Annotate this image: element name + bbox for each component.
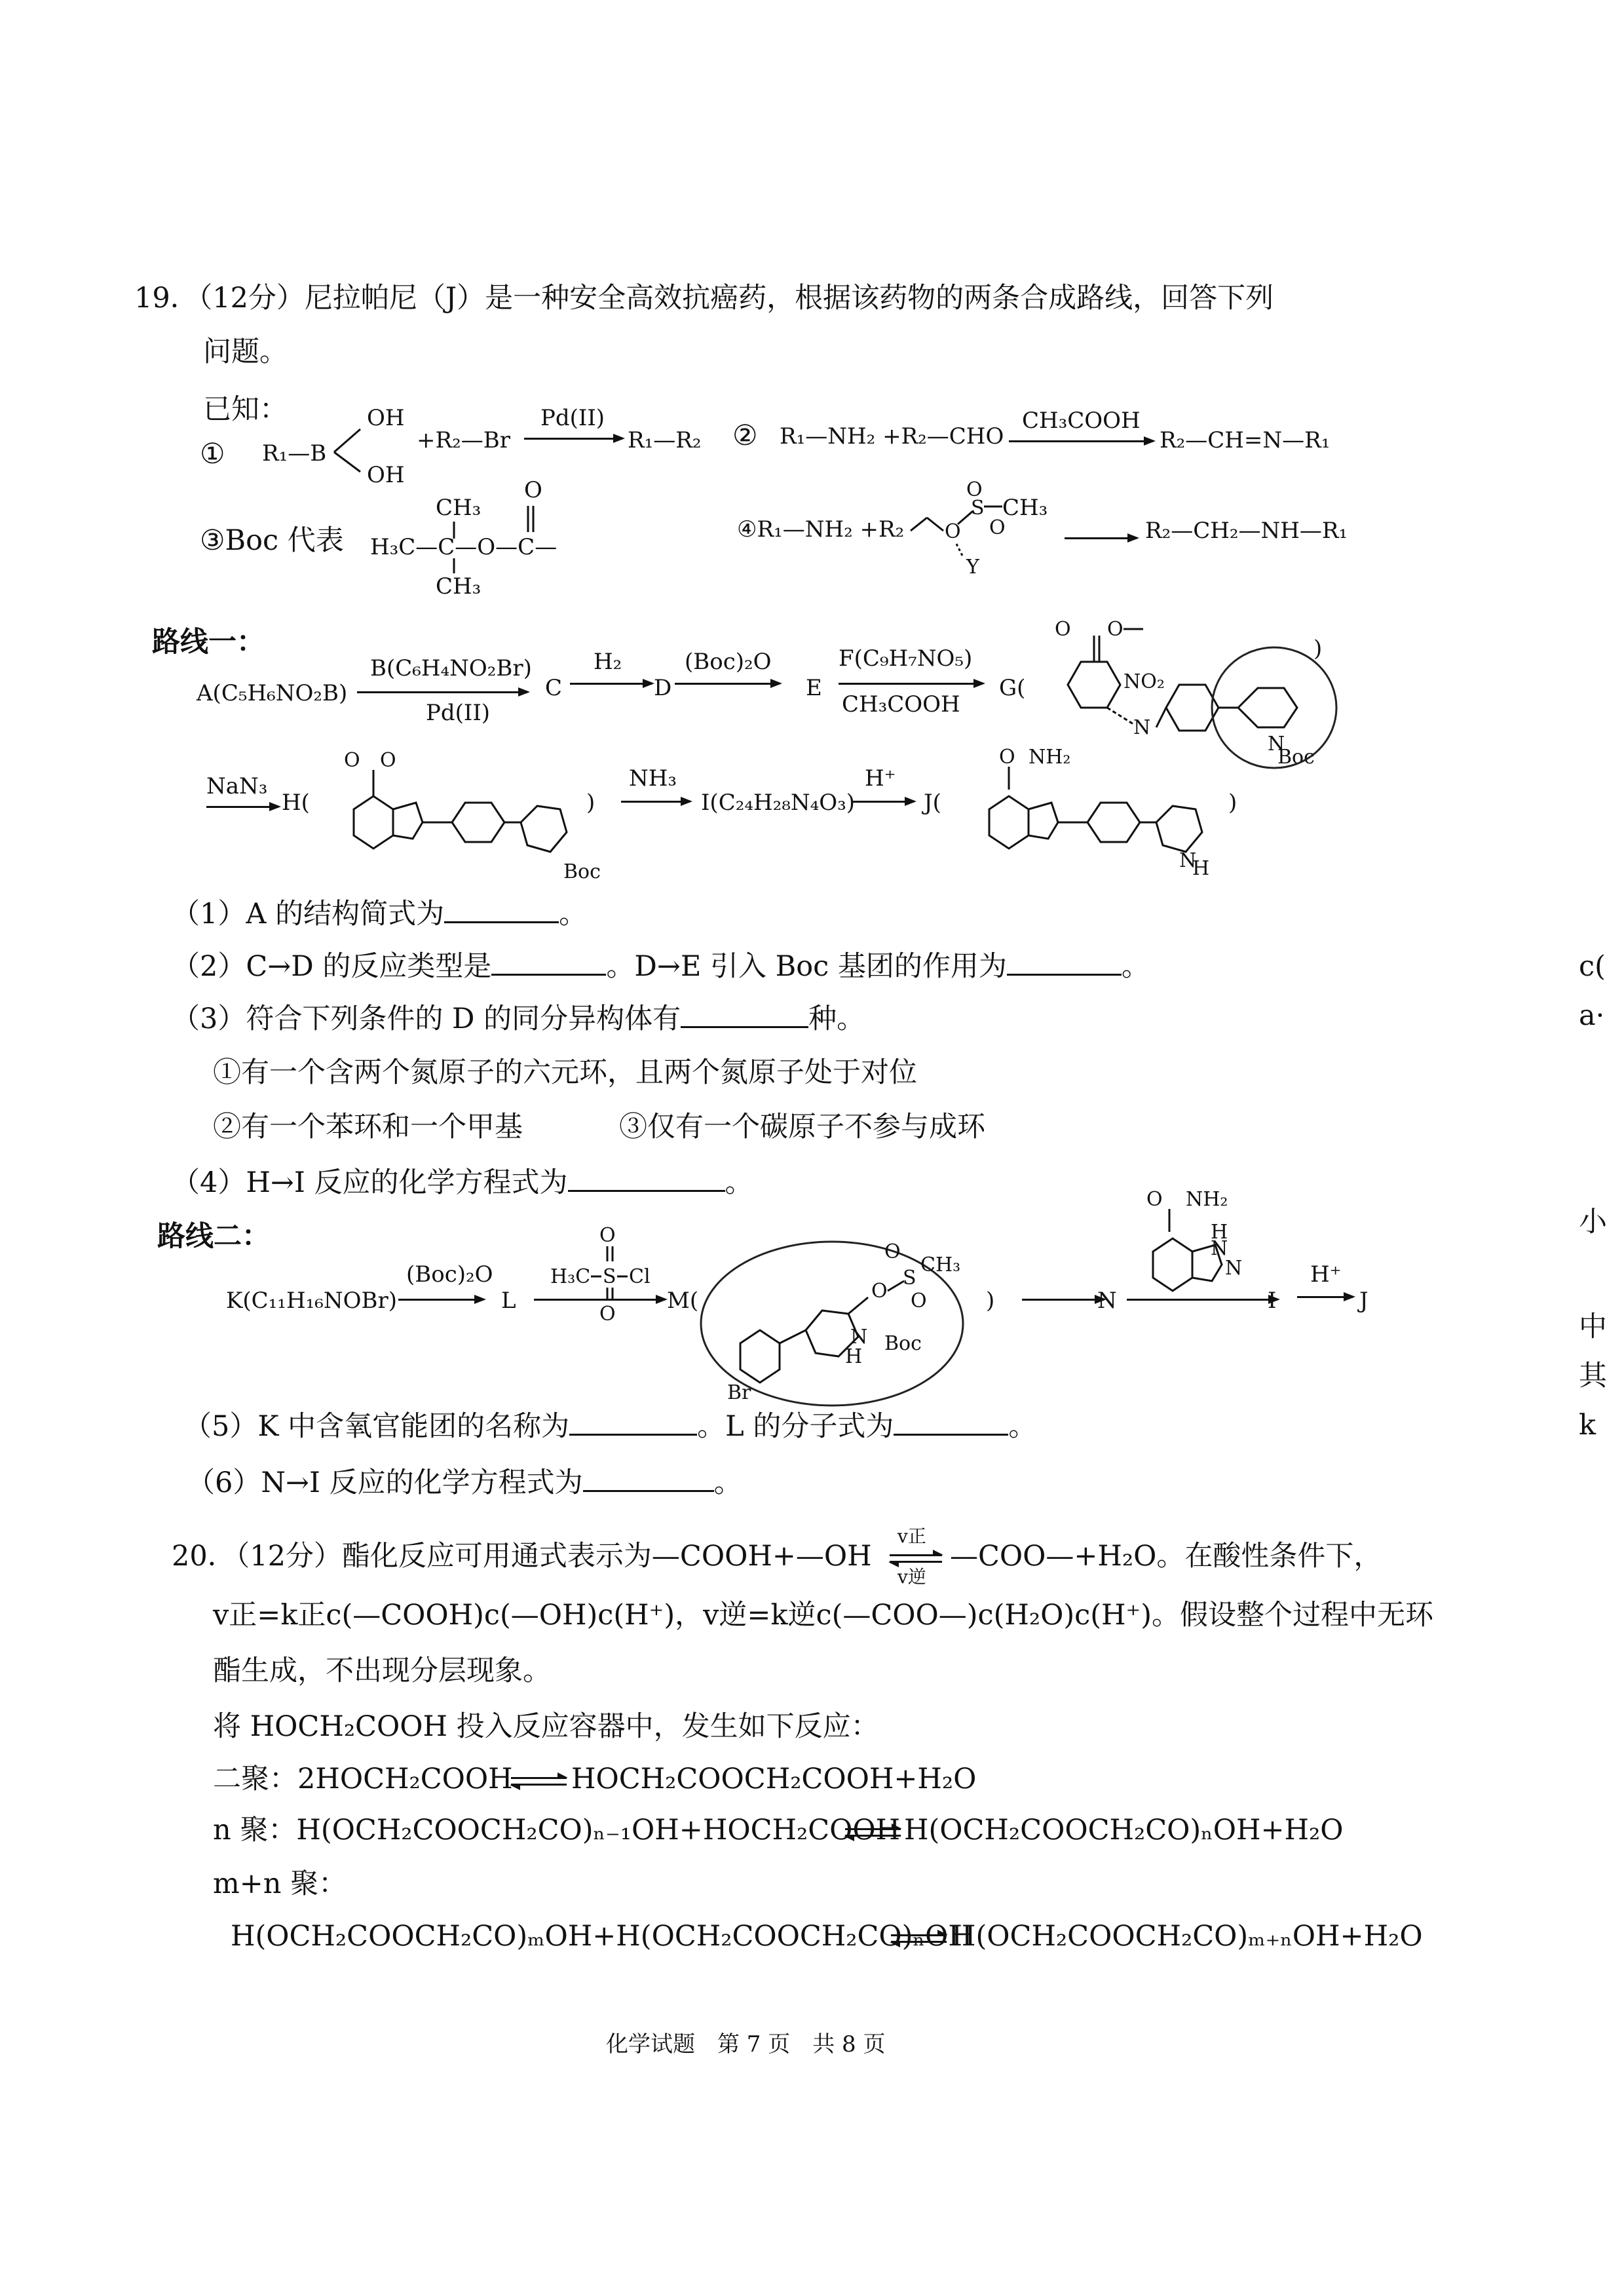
svg-text:N: N [1133, 716, 1151, 739]
q20-vrev: v逆 [897, 1566, 926, 1588]
page-footer: 化学试题 第 7 页 共 8 页 [606, 2031, 886, 2057]
svg-text:N: N [1179, 849, 1197, 872]
indazole-structure [1127, 1186, 1277, 1304]
r4-arrow [1065, 537, 1137, 539]
svg-text:O: O [966, 478, 983, 501]
svg-text:O: O [1107, 618, 1124, 641]
margin-char-6: k [1579, 1409, 1596, 1442]
q19-5-end: 。 [1008, 1410, 1037, 1443]
q19-2 [172, 950, 1150, 984]
r2-left: R₁—NH₂ +R₂—CHO [780, 423, 1004, 450]
route1-h2: H₂ [594, 649, 622, 675]
r2-product: R₂—CH=N—R₁ [1160, 427, 1331, 453]
svg-text:O: O [871, 1280, 888, 1303]
q19-2a-text: （2）C→D 的反应类型是 [172, 950, 492, 983]
svg-text:O: O [380, 749, 396, 772]
m-structure [694, 1232, 970, 1415]
m-close: ) [986, 1288, 995, 1314]
route1-arrow-HI [621, 801, 690, 803]
q19-4-blank[interactable] [568, 1168, 725, 1192]
route1-nan3: NaN₃ [206, 773, 268, 799]
q20-dimer-right: HOCH₂COOCH₂COOH+H₂O [571, 1763, 977, 1795]
q20-mn-right: H(OCH₂COOCH₂CO)ₘ₊ₙOH+H₂O [951, 1920, 1423, 1953]
svg-text:O: O [599, 1224, 616, 1247]
q19-3-end: 种。 [808, 1003, 865, 1035]
route1-arrow-CD [570, 683, 652, 685]
r4-product: R₂—CH₂—NH—R₁ [1145, 518, 1348, 544]
r1-plus: +R₂—Br [417, 427, 510, 453]
svg-text:Boc: Boc [1277, 746, 1315, 769]
route1-arrow-DE [675, 683, 780, 685]
q19-6-end: 。 [713, 1466, 742, 1499]
svg-text:O: O [1146, 1188, 1163, 1211]
svg-text:NO₂: NO₂ [1124, 670, 1165, 693]
svg-text:Boc: Boc [563, 860, 601, 883]
r1-oh-bot: OH [367, 462, 405, 488]
r2-arrow [1009, 440, 1153, 442]
margin-char-4: 中 [1579, 1311, 1607, 1343]
route2-N: N [1097, 1288, 1117, 1314]
r1-arrow [524, 438, 622, 440]
q19-2b-blank[interactable] [1007, 951, 1122, 976]
j-close: ) [1228, 790, 1237, 816]
route1-G: G( [999, 675, 1026, 701]
q20-dimer-left: 二聚：2HOCH₂COOH [213, 1763, 513, 1795]
r1-cond: Pd(II) [540, 405, 605, 431]
h-structure [341, 749, 601, 883]
svg-text:N: N [1225, 1257, 1243, 1280]
q19-3-cond3: ③仅有一个碳原子不参与成环 [619, 1111, 985, 1143]
boc-o-top: O [524, 477, 542, 503]
margin-char-1: c( [1579, 950, 1606, 983]
r4-ch3: CH₃ [1002, 495, 1048, 521]
q19-4-end: 。 [725, 1166, 753, 1199]
q19-5b-text: 。L 的分子式为 [697, 1410, 894, 1443]
q20-line2: v正=k正c(—COOH)c(—OH)c(H⁺)，v逆=k逆c(—COO—)c(H₂O)c(H⁺)。假设整个过程中无环 [213, 1599, 1434, 1632]
q19-6-blank[interactable] [583, 1468, 714, 1492]
svg-text:N: N [1268, 733, 1285, 756]
svg-text:NH₂: NH₂ [1029, 746, 1071, 769]
r1-oh-top: OH [367, 405, 405, 431]
route1-nh3: NH₃ [629, 765, 677, 792]
q20-line3: 酯生成，不出现分层现象。 [213, 1655, 551, 1687]
q19-2a-blank[interactable] [491, 951, 606, 976]
route2-title: 路线二： [157, 1220, 270, 1253]
q19-3-cond1: ①有一个含两个氮原子的六元环，且两个氮原子处于对位 [213, 1056, 917, 1089]
svg-text:Y: Y [966, 556, 979, 579]
svg-text:O: O [599, 1303, 616, 1326]
route2-I: I [1268, 1288, 1277, 1314]
svg-text:O: O [999, 746, 1015, 769]
route2-arrow-MN [1022, 1299, 1104, 1301]
known-title: 已知： [203, 393, 288, 426]
svg-text:CH₃: CH₃ [920, 1253, 961, 1276]
q19-1-text: （1）A 的结构简式为 [172, 898, 445, 930]
route1-hplus: H⁺ [865, 765, 896, 792]
route1-H: H( [282, 790, 310, 816]
j-structure [966, 744, 1241, 880]
q19-5b-blank[interactable] [894, 1411, 1008, 1436]
svg-text:O: O [989, 516, 1006, 539]
q19-6 [187, 1466, 742, 1501]
q20-mn-left: H(OCH₂COOCH₂CO)ₘOH+H(OCH₂COOCH₂CO)ₙOH [231, 1920, 973, 1953]
route2-boc2o: (Boc)₂O [406, 1261, 493, 1288]
route1-D: D [654, 675, 672, 701]
q19-5 [183, 1410, 1036, 1444]
boc-ch3-top: CH₃ [436, 495, 482, 521]
route2-hplus: H⁺ [1310, 1261, 1342, 1288]
r1-product: R₁—R₂ [628, 427, 702, 453]
q20-n-left: n 聚：H(OCH₂COOCH₂CO)ₙ₋₁OH+HOCH₂COOH [213, 1814, 901, 1846]
r4-left: ④R₁—NH₂ +R₂ [737, 516, 905, 543]
q20-mn-label: m+n 聚： [213, 1867, 347, 1900]
svg-text:H₃C: H₃C [550, 1265, 591, 1288]
svg-text:S: S [903, 1267, 916, 1290]
g-close: ) [1313, 636, 1323, 662]
boc-label: ③Boc 代表 [200, 524, 344, 557]
q19-line1: 19．（12分）尼拉帕尼（J）是一种安全高效抗癌药，根据该药物的两条合成路线，回答下列 [134, 282, 1274, 315]
route1-E: E [806, 675, 822, 701]
svg-text:O: O [945, 520, 961, 543]
margin-char-2: a· [1579, 999, 1605, 1032]
q20-vfwd: v正 [897, 1525, 926, 1547]
route1-J: J( [924, 790, 941, 816]
route2-K: K(C₁₁H₁₆NOBr) [226, 1288, 397, 1314]
route1-pd: Pd(II) [426, 700, 491, 726]
route1-ch3cooh: CH₃COOH [842, 691, 960, 718]
q20-n-right: H(OCH₂COOCH₂CO)ₙOH+H₂O [904, 1814, 1344, 1846]
q19-4 [172, 1166, 753, 1200]
r1-num: ① [200, 438, 225, 470]
route1-C: C [545, 675, 563, 701]
route2-arrow-KL [398, 1299, 483, 1301]
r2-cond: CH₃COOH [1022, 408, 1141, 434]
svg-text:N: N [1211, 1237, 1228, 1260]
boc-main: H₃C—C—O—C— [370, 534, 557, 560]
q20-line4: 将 HOCH₂COOH 投入反应容器中，发生如下反应： [213, 1710, 879, 1743]
margin-char-3: 小 [1579, 1206, 1607, 1238]
q19-2-end: 。 [1121, 950, 1150, 983]
q19-6-text: （6）N→I 反应的化学方程式为 [187, 1466, 583, 1499]
q19-line2: 问题。 [203, 335, 288, 368]
h-close: ) [586, 790, 595, 816]
svg-text:O: O [884, 1240, 901, 1263]
svg-text:N: N [850, 1326, 868, 1349]
svg-text:Br: Br [727, 1381, 751, 1404]
svg-text:H: H [1192, 857, 1210, 880]
q19-5a-text: （5）K 中含氧官能团的名称为 [183, 1410, 570, 1443]
route1-B-cond: B(C₆H₄NO₂Br) [370, 655, 532, 681]
route1-title: 路线一： [152, 626, 265, 659]
route2-arrow-LM [534, 1299, 665, 1301]
route1-I: I(C₂₄H₂₈N₄O₃) [701, 790, 856, 816]
route1-F: F(C₉H₇NO₅) [839, 645, 973, 672]
svg-text:Cl: Cl [629, 1265, 651, 1288]
svg-text:H: H [845, 1345, 863, 1368]
q19-3-blank[interactable] [681, 1004, 808, 1028]
q19-3-cond2: ②有一个苯环和一个甲基 [213, 1111, 523, 1143]
q19-5a-blank[interactable] [569, 1411, 697, 1436]
q20-line1a: 20．（12分）酯化反应可用通式表示为—COOH+—OH [172, 1540, 872, 1573]
svg-text:O: O [1055, 618, 1071, 641]
q19-2b-text: 。D→E 引入 Boc 基团的作用为 [606, 950, 1007, 983]
q19-1 [172, 898, 587, 932]
route1-boc2o: (Boc)₂O [685, 649, 772, 675]
boc-ch3-bot: CH₃ [436, 573, 482, 600]
r1-left: R₁—B [262, 440, 327, 467]
svg-text:S: S [603, 1265, 616, 1288]
route1-arrow-AC [357, 691, 527, 693]
svg-text:O: O [344, 749, 360, 772]
r2-num: ② [732, 419, 758, 452]
q19-1-blank[interactable] [444, 899, 559, 923]
route1-arrow-IJ [852, 801, 914, 803]
q20-line1b: —COO—+H₂O。在酸性条件下， [950, 1540, 1382, 1573]
route2-arrow-IJ [1297, 1296, 1353, 1298]
mscl-structure [550, 1219, 668, 1324]
route1-arrow-GH [206, 806, 278, 808]
route2-L: L [501, 1288, 516, 1314]
route1-A: A(C₅H₆NO₂B) [197, 680, 348, 706]
q19-3 [172, 1003, 865, 1037]
svg-text:Boc: Boc [884, 1332, 922, 1355]
q19-1-end: 。 [559, 898, 588, 930]
boc-bonds [439, 505, 537, 577]
margin-char-5: 其 [1579, 1360, 1607, 1392]
q19-3-text: （3）符合下列条件的 D 的同分异构体有 [172, 1003, 681, 1035]
route2-J: J [1359, 1288, 1369, 1314]
q19-4-text: （4）H→I 反应的化学方程式为 [172, 1166, 568, 1199]
svg-text:O: O [911, 1290, 927, 1312]
svg-text:NH₂: NH₂ [1186, 1188, 1228, 1211]
route1-arrow-EG [839, 683, 983, 685]
svg-text:H: H [1211, 1221, 1228, 1244]
route2-M: M( [667, 1288, 699, 1314]
route2-arrow-NI [1127, 1299, 1277, 1301]
svg-text:S: S [971, 497, 985, 520]
